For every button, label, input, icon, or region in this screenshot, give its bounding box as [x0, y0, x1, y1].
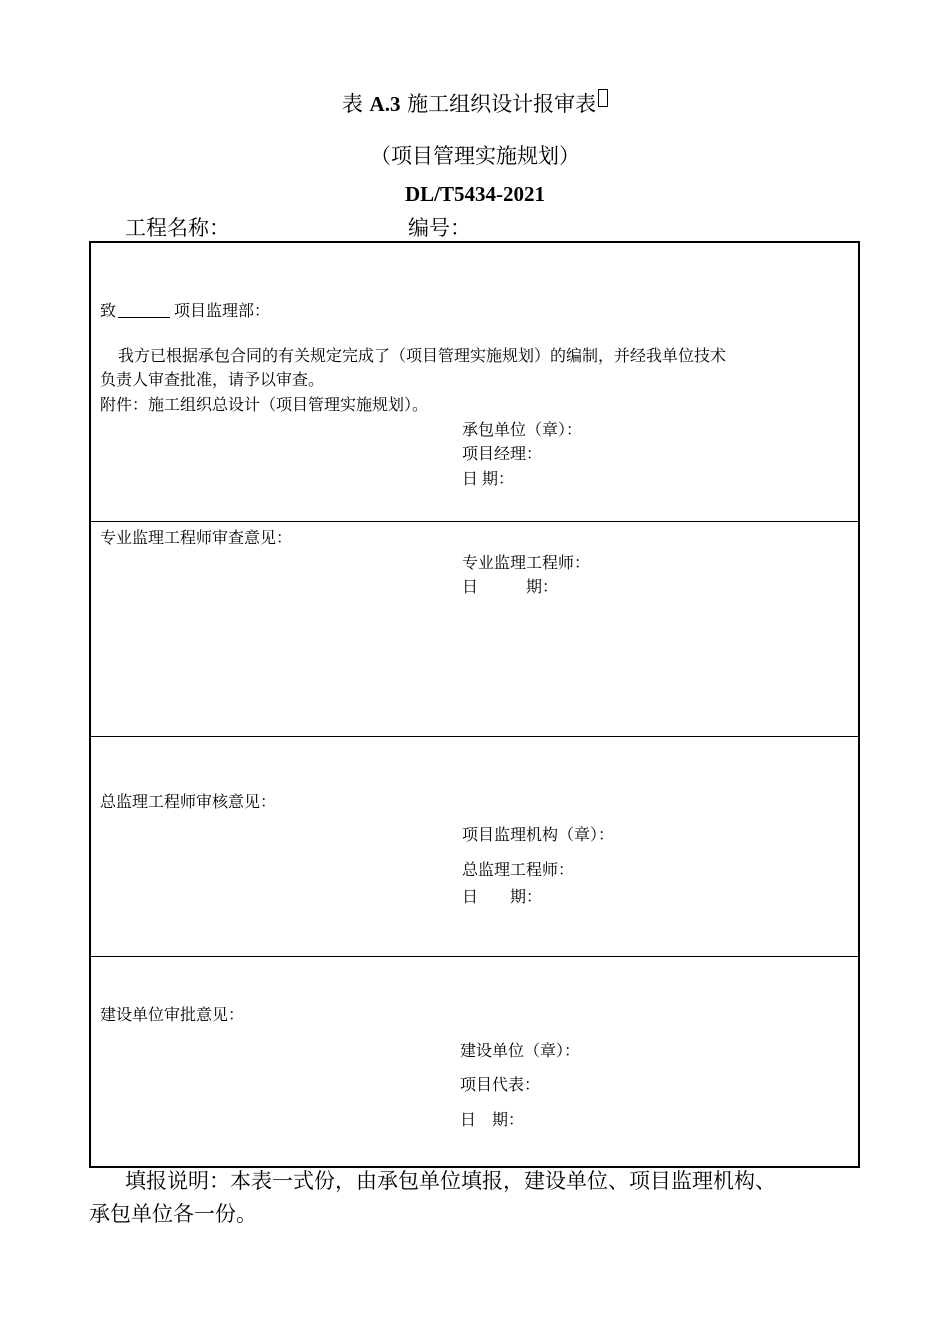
project-manager-label: 项目经理：	[462, 446, 543, 463]
standard-code: DL/T5434-2021	[404, 182, 545, 206]
addressee-line	[100, 298, 270, 321]
form-subtitle: （项目管理实施规划）	[370, 144, 580, 168]
title-prefix: 表	[341, 92, 363, 116]
specialist-engineer-label: 专业监理工程师：	[462, 555, 591, 572]
number-label: 编号：	[408, 216, 471, 240]
addressee-suffix: 项目监理部：	[174, 303, 271, 320]
addressee-blank[interactable]	[118, 303, 170, 318]
chief-review-label: 总监理工程师审核意见：	[100, 794, 277, 811]
form-title	[0, 88, 950, 118]
row-divider-3	[91, 956, 858, 957]
section4-date-label: 日 期：	[460, 1112, 525, 1129]
attachment-line: 附件：施工组织总设计（项目管理实施规划）。	[100, 397, 429, 414]
instructions-line-2: 承包单位各一份。	[89, 1202, 257, 1226]
row-divider-2	[91, 736, 858, 737]
owner-approval-label: 建设单位审批意见：	[100, 1007, 245, 1024]
instructions-line-1: 填报说明：本表一式份，由承包单位填报，建设单位、项目监理机构、	[125, 1169, 776, 1193]
title-main: 施工组织设计报审表	[407, 92, 597, 116]
request-body-line-2: 负责人审查批准，请予以审查。	[100, 372, 325, 389]
row-divider-1	[91, 521, 858, 522]
specialist-review-label: 专业监理工程师审查意见：	[100, 530, 293, 547]
addressee-prefix: 致	[100, 303, 117, 320]
representative-label: 项目代表：	[460, 1077, 541, 1094]
chief-engineer-label: 总监理工程师：	[462, 862, 575, 879]
placeholder-glyph-icon	[598, 89, 608, 107]
section3-date-label: 日 期：	[462, 889, 543, 906]
section2-date-label: 日 期：	[462, 579, 559, 596]
request-body-line-1: 我方已根据承包合同的有关规定完成了（项目管理实施规划）的编制，并经我单位技术	[118, 348, 727, 365]
contractor-seal-label: 承包单位（章）：	[462, 422, 583, 439]
project-name-label: 工程名称：	[125, 216, 230, 240]
section1-date-label: 日 期：	[462, 471, 515, 488]
agency-seal-label: 项目监理机构（章）：	[462, 827, 615, 844]
title-code: A.3	[369, 92, 401, 116]
owner-seal-label: 建设单位（章）：	[460, 1043, 581, 1060]
